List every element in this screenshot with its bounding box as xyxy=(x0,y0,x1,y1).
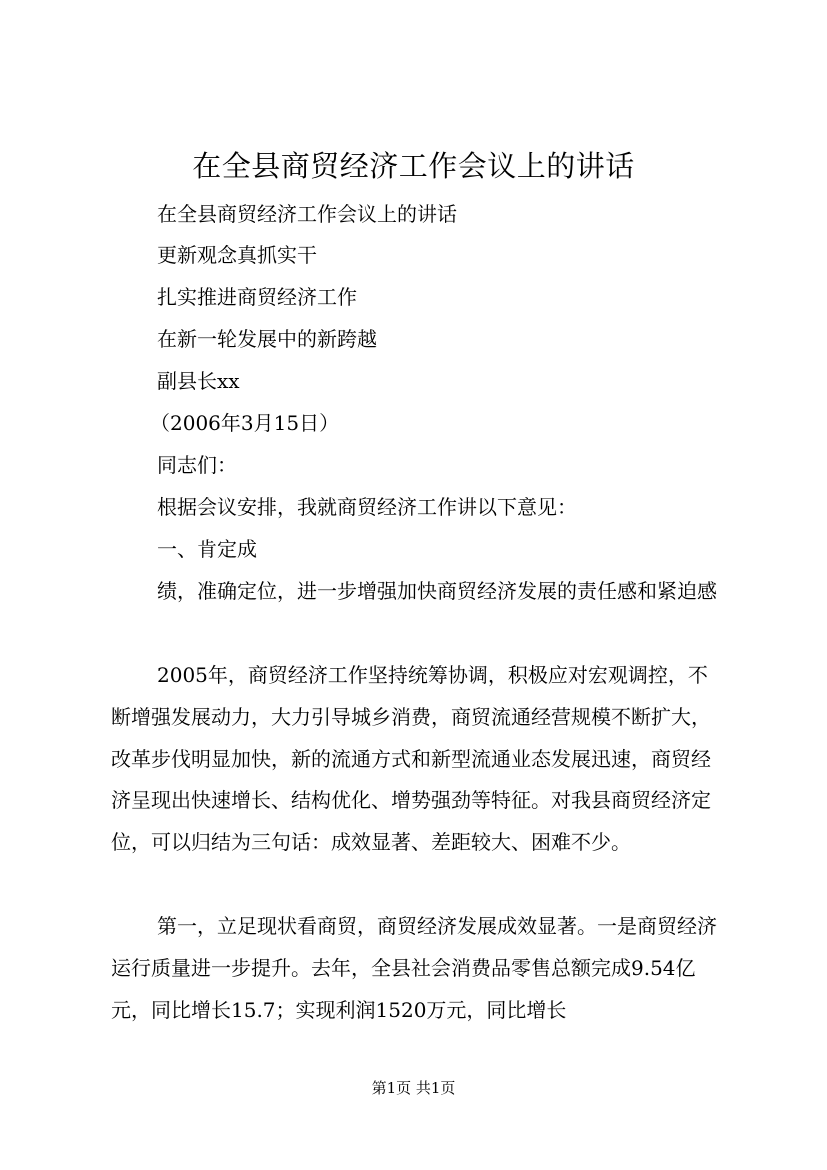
paragraph-2: 2005年，商贸经济工作坚持统筹协调，积极应对宏观调控，不断增强发展动力，大力引导城乡消费，商贸流通经营规模不断扩大，改革步伐明显加快，新的流通方式和新型流通业态发展迅速，商贸经济呈现出快速增长、结构优化、增势强劲等特征。对我县商贸经济定位，可以归结为三句话：成效显著、差距较大、困难不少。 xyxy=(111,663,711,855)
text-line-intro: 根据会议安排，我就商贸经济工作讲以下意见： xyxy=(157,495,577,519)
document-title: 在全县商贸经济工作会议上的讲话 xyxy=(192,149,635,183)
section-heading-1: 一、肯定成 xyxy=(157,537,257,561)
paragraph-3: 第一，立足现状看商贸，商贸经济发展成效显著。一是商贸经济运行质量进一步提升。去年，全县社会消费品零售总额完成9.54亿元，同比增长15.7；实现利润1520万元，同比增长 xyxy=(111,914,717,1022)
text-line-speech-title: 在全县商贸经济工作会议上的讲话 xyxy=(157,202,457,226)
text-line-subtitle-3: 在新一轮发展中的新跨越 xyxy=(157,327,377,351)
text-line-greeting: 同志们： xyxy=(157,453,237,477)
page-footer: 第1页 共1页 xyxy=(371,1079,456,1097)
text-line-subtitle-2: 扎实推进商贸经济工作 xyxy=(157,285,357,309)
paragraph-1: 绩，准确定位，进一步增强加快商贸经济发展的责任感和紧迫感 xyxy=(157,579,717,603)
text-line-subtitle-1: 更新观念真抓实干 xyxy=(157,243,317,267)
text-line-date: （2006年3月15日） xyxy=(150,411,340,435)
text-line-speaker: 副县长xx xyxy=(157,369,240,393)
